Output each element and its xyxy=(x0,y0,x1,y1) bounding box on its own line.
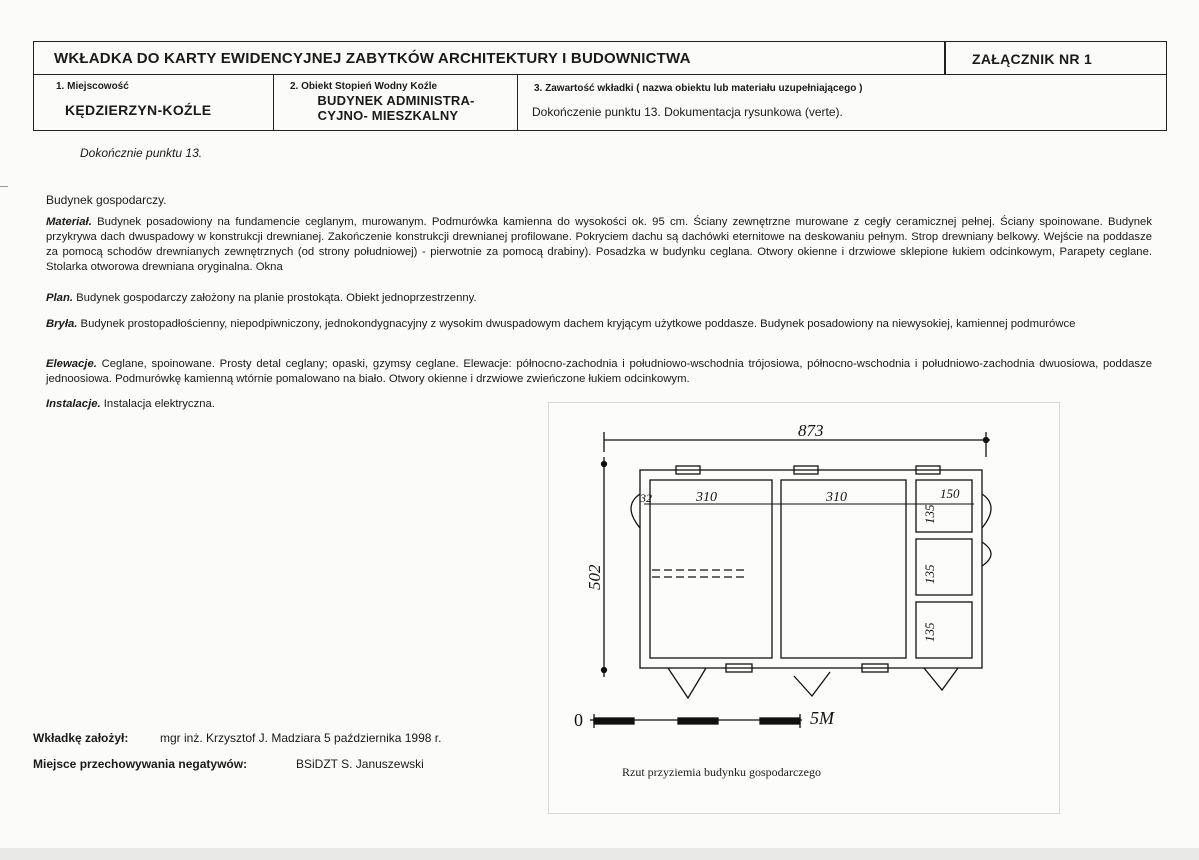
object-label: 2. Obiekt Stopień Wodny Koźle xyxy=(290,81,438,92)
scale-label: 5M xyxy=(810,708,834,728)
door-swing-bottom xyxy=(794,672,830,696)
drawing-caption: Rzut przyziemia budynku gospodarczego xyxy=(622,765,821,779)
paragraph-text: Budynek posadowiony na fundamencie ceglanym, murowanym. Podmurówka kamienna do wysokości ok. 95 cm. Ściany zewnętrzne murowane z cegły ceramicznej pełnej. Ściany spoinowane. Budynek przykrywa dach dwuspadowy w konstrukcji drewnianej. Zakończenie konstrukcji drewnianej profilowane. Pokryciem dachu są dachówki eternitowe na deskowaniu pełnym. Strop drewniany belkowy. Wejście na poddasze za pomocą schodów drewnianych zewnętrznych (od strony południowej) - pierwotnie za pomocą drabiny). Posadzka w budynku ceglana. Otwory okienne i drzwiowe sklepione łukiem odcinkowym, Parapety ceglane. Stolarka otworowa drewniana oryginalna. Okna xyxy=(46,216,1152,273)
object-value-line1: BUDYNEK ADMINISTRA- xyxy=(317,93,475,108)
paragraph-label: Bryła. xyxy=(46,318,78,330)
author-value: mgr inż. Krzysztof J. Madziara 5 października 1998 r. xyxy=(160,731,442,745)
room-2-outline xyxy=(781,480,906,658)
paragraph-label: Materiał. xyxy=(46,216,92,228)
door-swing-right xyxy=(982,542,991,566)
locality-cell xyxy=(34,75,274,130)
paragraph-mass xyxy=(46,317,1152,332)
header-table xyxy=(33,41,1167,131)
dimension-node xyxy=(602,668,607,673)
door-swing-bottom xyxy=(924,668,958,690)
author-label: Wkładkę założył: xyxy=(33,731,129,745)
dim-small2-label: 135 xyxy=(922,564,937,584)
content-value: Dokończenie punktu 13. Dokumentacja rysunkowa (verte). xyxy=(532,105,843,119)
header-divider xyxy=(944,42,946,74)
scale-zero-label: 0 xyxy=(574,710,583,730)
paragraph-text: Ceglane, spoinowane. Prosty detal ceglany; opaski, gzymsy ceglane. Elewacje: północno-zachodnia i południowo-wschodnia trójosiowa, północno-wschodnia i południowo-zachodnia dwuosiowa, poddasze jednoosiowa. Podmurówkę kamienną wtórnie pomalowano na biało. Otwory okienne i drzwiowe zwieńczone łukiem odcinkowym. xyxy=(46,358,1152,385)
paragraph-label: Plan. xyxy=(46,292,73,304)
section-heading: Budynek gospodarczy. xyxy=(46,193,167,207)
annex-number: ZAŁĄCZNIK NR 1 xyxy=(972,51,1093,67)
object-value-line2: CYJNO- MIESZKALNY xyxy=(317,108,459,123)
paragraph-text: Instalacja elektryczna. xyxy=(100,398,215,410)
paragraph-text: Budynek gospodarczy założony na planie prostokąta. Obiekt jednoprzestrzenny. xyxy=(73,292,477,304)
dim-left-label: 32 xyxy=(640,491,652,505)
scale-segment xyxy=(594,718,634,724)
content-cell xyxy=(518,75,1168,130)
dim-small1-label: 135 xyxy=(922,504,937,524)
paragraph-label: Elewacje. xyxy=(46,358,97,370)
door-swing-right xyxy=(982,494,991,528)
sheet-edge xyxy=(0,848,1199,860)
dim-right-label: 150 xyxy=(940,486,960,501)
content-label: 3. Zawartość wkładki ( nazwa obiektu lub materiału uzupełniającego ) xyxy=(534,83,863,94)
dimension-node xyxy=(602,462,607,467)
door-swing-bottom xyxy=(668,668,706,698)
dim-total-label: 873 xyxy=(798,421,824,440)
floor-plan-drawing xyxy=(548,402,1058,812)
room-1-outline xyxy=(650,480,772,658)
document-title: WKŁADKA DO KARTY EWIDENCYJNEJ ZABYTKÓW ARCHITEKTURY I BUDOWNICTWA xyxy=(54,50,691,67)
locality-label: 1. Miejscowość xyxy=(56,81,129,92)
paragraph-elevations xyxy=(46,357,1152,387)
dim-height-label: 502 xyxy=(585,564,604,590)
header-title-row xyxy=(34,42,1166,75)
storage-label: Miejsce przechowywania negatywów: xyxy=(33,757,248,771)
locality-value: KĘDZIERZYN-KOŹLE xyxy=(65,102,212,118)
dim-room2-label: 310 xyxy=(826,490,847,505)
storage-value: BSiDZT S. Januszewski xyxy=(296,757,424,771)
paragraph-label: Instalacje. xyxy=(46,398,101,410)
continuation-note: Dokończnie punktu 13. xyxy=(80,146,203,160)
scale-segment xyxy=(760,718,800,724)
margin-mark xyxy=(0,186,8,187)
paragraph-plan xyxy=(46,291,1152,306)
paragraph-text: Budynek prostopadłościenny, niepodpiwniczony, jednokondygnacyjny z wysokim dwuspadowym dachem kryjącym użytkowe poddasze. Budynek posadowiony na niewysokiej, kamiennej podmurówce xyxy=(77,318,1076,330)
object-cell xyxy=(274,75,518,130)
paragraph-material xyxy=(46,215,1152,275)
dim-small3-label: 135 xyxy=(922,622,937,642)
scale-segment xyxy=(678,718,718,724)
door-swing-left xyxy=(631,494,640,528)
dim-room1-label: 310 xyxy=(696,490,717,505)
